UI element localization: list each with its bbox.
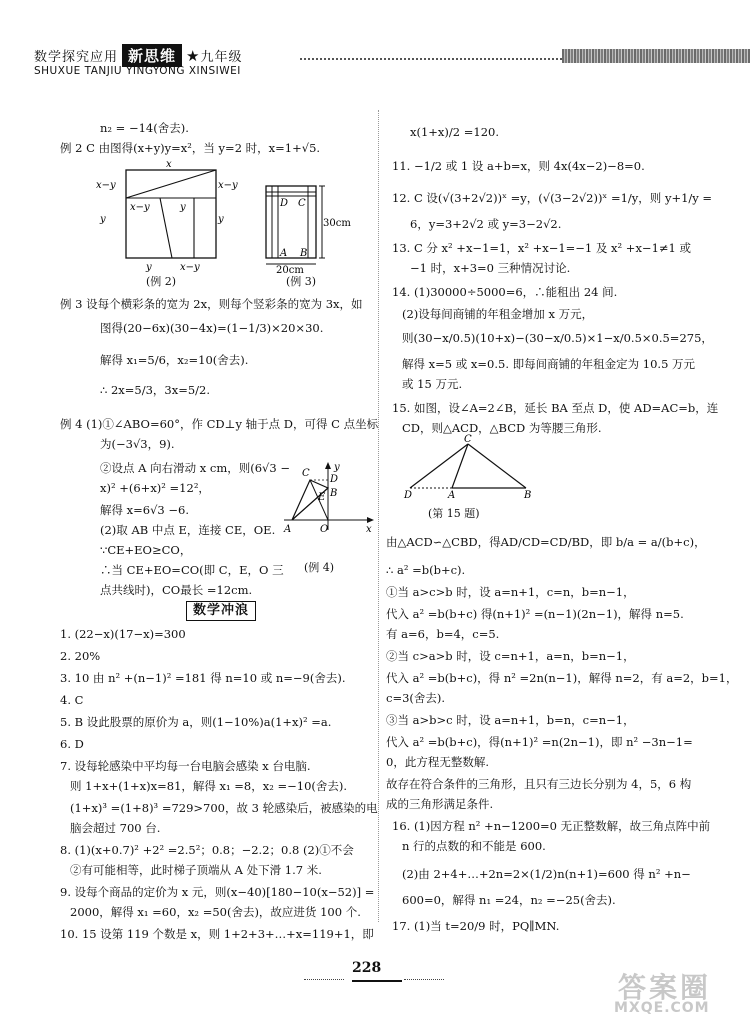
- label-y: y: [334, 462, 340, 473]
- star-icon: ★: [186, 47, 201, 65]
- text-line: 0，此方程无整数解.: [386, 755, 489, 769]
- section-title: 数学冲浪: [186, 601, 256, 621]
- text-line: 解得 x=5 或 x=0.5. 即每间商铺的年租金定为 10.5 万元: [402, 357, 696, 371]
- label-y: y: [180, 202, 186, 213]
- label-x-minus-y: x−y: [218, 180, 238, 191]
- text-line: c=3(舍去).: [386, 691, 446, 705]
- label-C: C: [464, 434, 472, 445]
- header-dotted-rule: [300, 58, 562, 60]
- text-line: (2)取 AB 中点 E，连接 CE，OE.: [100, 523, 276, 537]
- label-D: D: [280, 198, 289, 209]
- text-line: −1 时，x+3=0 三种情况讨论.: [410, 261, 571, 275]
- text-line: 图得(20−6x)(30−4x)=(1−1/3)×20×30.: [100, 321, 324, 335]
- text-line: x(1+x)/2 =120.: [410, 125, 499, 139]
- text-line: 故存在符合条件的三角形，且只有三边长分别为 4，5，6 构: [386, 777, 692, 791]
- text-line: 代入 a² =b(b+c)，得(n+1)² =n(2n−1)，即 n² −3n−1=: [386, 735, 693, 749]
- text-line: 9. 设每个商品的定价为 x 元，则(x−40)[180−10(x−52)] =: [60, 885, 375, 899]
- text-line: CD，则△ACD，△BCD 为等腰三角形.: [402, 421, 602, 435]
- text-line: 脑会超过 700 台.: [70, 821, 161, 835]
- text-line: 16. (1)因方程 n² +n−1200=0 无正整数解，故三角点阵中前: [392, 819, 711, 833]
- label-O: O: [320, 524, 329, 535]
- label-x: x: [366, 524, 372, 535]
- figure-caption: (第 15 题): [428, 507, 480, 520]
- text-line: 2. 20%: [60, 649, 101, 663]
- footer-dotted-rule: [404, 979, 444, 980]
- text-line: ∴ 2x=5/3，3x=5/2.: [100, 383, 211, 397]
- text-line: ②设点 A 向右滑动 x cm，则(6√3 −: [100, 461, 290, 475]
- label-B: B: [300, 248, 308, 259]
- label-B: B: [524, 490, 532, 501]
- text-line: 解得 x=6√3 −6.: [100, 503, 190, 517]
- footer-rule: [352, 980, 402, 982]
- text-line: 11. −1/2 或 1 设 a+b=x，则 4x(4x−2)−8=0.: [392, 159, 645, 173]
- label-D: D: [404, 490, 413, 501]
- text-line: n 行的点数的和不能是 600.: [402, 839, 546, 853]
- text-line: (2)设每间商铺的年租金增加 x 万元，: [402, 307, 594, 321]
- figure-caption: (例 4): [304, 561, 335, 574]
- column-divider: [378, 110, 379, 922]
- figure-problem-15: [402, 434, 552, 500]
- figure-caption: (例 3): [286, 275, 317, 288]
- text-line: n₂ = −14(舍去).: [100, 121, 189, 135]
- text-line: x)² +(6+x)² =12²，: [100, 481, 210, 495]
- header-texture-bar: [562, 49, 750, 63]
- label-y: y: [218, 214, 224, 225]
- text-line: 解得 x₁=5/6，x₂=10(舍去).: [100, 353, 249, 367]
- label-30cm: 30cm: [323, 218, 351, 229]
- text-line: 7. 设每轮感染中平均每一台电脑会感染 x 台电脑.: [60, 759, 311, 773]
- text-line: ③当 a>b>c 时，设 a=n+1，b=n，c=n−1，: [386, 713, 635, 727]
- text-line: 例 4 (1)①∠ABO=60°，作 CD⊥y 轴于点 D，可得 C 点坐标: [60, 417, 379, 431]
- text-line: 4. C: [60, 693, 84, 707]
- label-C: C: [302, 468, 310, 479]
- label-C: C: [298, 198, 306, 209]
- series-brand: 新思维: [122, 44, 182, 67]
- text-line: 17. (1)当 t=20/9 时，PQ∥MN.: [392, 919, 560, 933]
- text-line: 6. D: [60, 737, 84, 751]
- text-line: ①当 a>c>b 时，设 a=n+1，c=n，b=n−1，: [386, 585, 635, 599]
- text-line: 3. 10 由 n² +(n−1)² =181 得 n=10 或 n=−9(舍去).: [60, 671, 346, 685]
- text-line: 14. (1)30000÷5000=6，∴能租出 24 间.: [392, 285, 618, 299]
- text-line: 代入 a² =b(b+c)，得 n² =2n(n−1)，解得 n=2，有 a=2，b=1，: [386, 671, 738, 685]
- text-line: ②当 c>a>b 时，设 c=n+1，a=n，b=n−1，: [386, 649, 635, 663]
- series-prefix: 数学探究应用: [34, 50, 119, 65]
- text-line: (1+x)³ =(1+8)³ =729>700，故 3 轮感染后，被感染的电: [70, 801, 378, 815]
- text-line: 12. C 设(√(3+2√2))ˣ =y，(√(3−2√2))ˣ =1/y，则 y+1/y =: [392, 191, 713, 205]
- series-title: [34, 44, 243, 67]
- text-line: 则 1+x+(1+x)x=81，解得 x₁ =8，x₂ =−10(舍去).: [70, 779, 348, 793]
- watermark-url: MXQE.COM: [614, 1000, 710, 1016]
- watermark-text: 答案圈: [618, 971, 712, 1004]
- text-line: 1. (22−x)(17−x)=300: [60, 627, 186, 641]
- label-A: A: [284, 524, 292, 535]
- label-B: B: [330, 488, 338, 499]
- label-y: y: [100, 214, 106, 225]
- text-line: ∴当 CE+EO=CO(即 C，E，O 三: [100, 563, 284, 577]
- text-line: 15. 如图，设∠A=2∠B，延长 BA 至点 D，使 AD=AC=b，连: [392, 401, 719, 415]
- figure-example-3: [256, 174, 356, 274]
- text-line: 例 2 C 由图得(x+y)y=x²，当 y=2 时，x=1+√5.: [60, 141, 321, 155]
- text-line: 10. 15 设第 119 个数是 x，则 1+2+3+…+x=119+1，即: [60, 927, 374, 941]
- page-number: 228: [352, 960, 382, 976]
- text-line: 为(−3√3，9).: [100, 437, 175, 451]
- text-line: 600=0，解得 n₁ =24，n₂ =−25(舍去).: [402, 893, 616, 907]
- footer-dotted-rule: [304, 979, 344, 980]
- label-E: E: [318, 492, 326, 503]
- label-x: x: [166, 159, 172, 170]
- text-line: (2)由 2+4+…+2n=2×(1/2)n(n+1)=600 得 n² +n−: [402, 867, 691, 881]
- grade-label: 九年级: [200, 50, 243, 65]
- text-line: 例 3 设每个横彩条的宽为 2x，则每个竖彩条的宽为 3x，如: [60, 297, 363, 311]
- text-line: 6，y=3+2√2 或 y=3−2√2.: [410, 217, 562, 231]
- label-20cm: 20cm: [276, 265, 304, 276]
- series-pinyin: SHUXUE TANJIU YINGYONG XINSIWEI: [34, 65, 241, 77]
- label-A: A: [448, 490, 456, 501]
- text-line: 13. C 分 x² +x−1=1，x² +x−1=−1 及 x² +x−1≠1 或: [392, 241, 691, 255]
- label-x-minus-y: x−y: [96, 180, 116, 191]
- label-x-minus-y: x−y: [130, 202, 150, 213]
- page-header: [0, 0, 750, 82]
- text-line: 成的三角形满足条件.: [386, 797, 494, 811]
- figure-example-4: [282, 460, 374, 562]
- text-line: 5. B 设此股票的原价为 a，则(1−10%)a(1+x)² =a.: [60, 715, 332, 729]
- label-D: D: [330, 474, 339, 485]
- text-line: ∵CE+EO≥CO，: [100, 543, 192, 557]
- text-line: ②有可能相等，此时梯子顶端从 A 处下滑 1.7 米.: [70, 863, 322, 877]
- watermark: [612, 966, 738, 1020]
- text-line: 代入 a² =b(b+c) 得(n+1)² =(n−1)(2n−1)，解得 n=5.: [386, 607, 684, 621]
- label-A: A: [280, 248, 288, 259]
- figure-caption: (例 2): [146, 275, 177, 288]
- text-line: 或 15 万元.: [402, 377, 463, 391]
- text-line: 点共线时)，CO最长 =12cm.: [100, 583, 253, 597]
- figure-example-2: [96, 158, 238, 276]
- text-line: ∴ a² =b(b+c).: [386, 563, 466, 577]
- text-line: 2000，解得 x₁ =60，x₂ =50(舍去)，故应进货 100 个.: [70, 905, 361, 919]
- text-line: 8. (1)(x+0.7)² +2² =2.5²；0.8；−2.2；0.8 (2)①不会: [60, 843, 354, 857]
- label-x-minus-y: x−y: [180, 262, 200, 273]
- text-line: 则(30−x/0.5)(10+x)−(30−x/0.5)×1−x/0.5×0.5=275，: [402, 331, 713, 345]
- label-y: y: [146, 262, 152, 273]
- text-line: 由△ACD∽△CBD，得AD/CD=CD/BD，即 b/a = a/(b+c)，: [386, 535, 706, 549]
- text-line: 有 a=6，b=4，c=5.: [386, 627, 500, 641]
